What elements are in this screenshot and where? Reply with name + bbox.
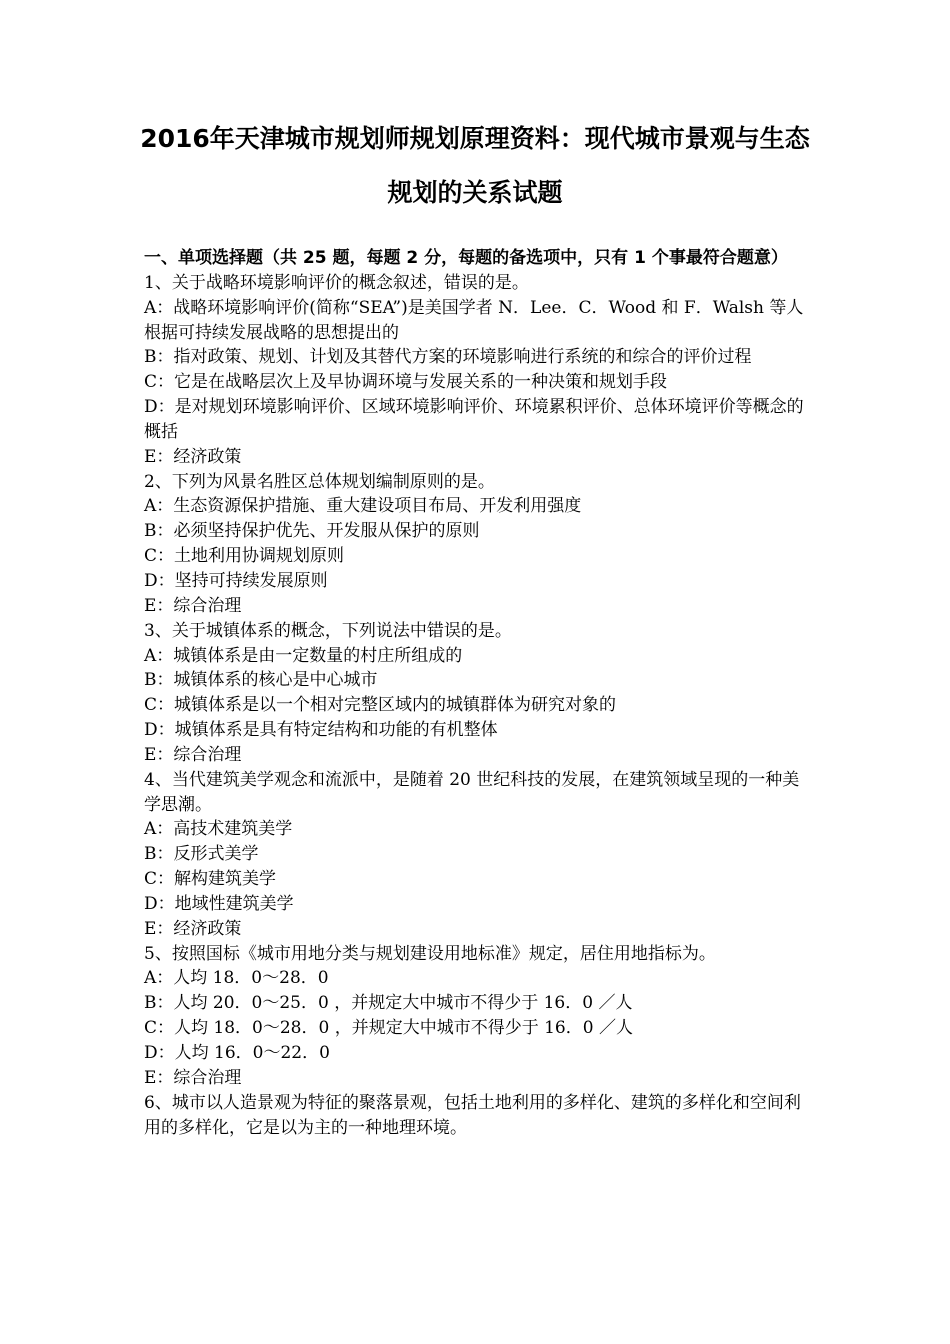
option-a: A：战略环境影响评价(简称“SEA”)是美国学者 N．Lee．C．Wood 和 F．Walsh 等人根据可持续发展战略的思想提出的: [144, 297, 804, 343]
option-c: C：土地利用协调规划原则: [144, 546, 345, 567]
question-6: [144, 1091, 810, 1141]
option-d: D：坚持可持续发展原则: [144, 570, 328, 591]
option-d: D：地域性建筑美学: [144, 893, 294, 914]
option-b: B：反形式美学: [144, 844, 259, 865]
document-body: [144, 246, 810, 1140]
option-c: C：人均 18．0～28．0 ，并规定大中城市不得少于 16．0 ／人: [144, 1018, 633, 1039]
option-e: E：综合治理: [144, 744, 242, 765]
option-b: B：人均 20．0～25．0 ，并规定大中城市不得少于 16．0 ／人: [144, 993, 633, 1014]
option-a: A：人均 18．0～28．0: [144, 968, 329, 989]
question-3: [144, 619, 810, 768]
section-heading: 一、单项选择题（共 25 题，每题 2 分，每题的备选项中，只有 1 个事最符合题意）: [144, 248, 788, 268]
option-d: D：人均 16．0～22．0: [144, 1043, 330, 1063]
question-stem: 3、关于城镇体系的概念，下列说法中错误的是。: [144, 620, 512, 641]
option-b: B：城镇体系的核心是中心城市: [144, 670, 378, 691]
question-5: [144, 942, 810, 1091]
option-c: C：它是在战略层次上及早协调环境与发展关系的一种决策和规划手段: [144, 372, 668, 393]
option-a: A：高技术建筑美学: [144, 819, 293, 840]
option-d: D：是对规划环境影响评价、区域环境影响评价、环境累积评价、总体环境评价等概念的概括: [144, 397, 804, 442]
document-title: 2016年天津城市规划师规划原理资料：现代城市景观与生态规划的关系试题: [140, 124, 810, 207]
option-a: A：城镇体系是由一定数量的村庄所组成的: [144, 645, 463, 666]
option-c: C：城镇体系是以一个相对完整区域内的城镇群体为研究对象的: [144, 695, 617, 716]
option-d: D：城镇体系是具有特定结构和功能的有机整体: [144, 720, 498, 741]
question-1: [144, 271, 810, 470]
question-stem: 1、关于战略环境影响评价的概念叙述，错误的是。: [144, 272, 529, 293]
option-a: A：生态资源保护措施、重大建设项目布局、开发利用强度: [144, 496, 582, 517]
question-stem: 2、下列为风景名胜区总体规划编制原则的是。: [144, 471, 495, 492]
question-stem: 5、按照国标《城市用地分类与规划建设用地标准》规定，居住用地指标为。: [144, 943, 716, 964]
question-stem: 6、城市以人造景观为特征的聚落景观，包括土地利用的多样化、建筑的多样化和空间利用的多样化，它是以为主的一种地理环境。: [144, 1092, 801, 1138]
option-b: B：必须坚持保护优先、开发服从保护的原则: [144, 521, 480, 542]
option-c: C：解构建筑美学: [144, 869, 277, 890]
option-e: E：综合治理: [144, 1067, 242, 1088]
option-e: E：经济政策: [144, 918, 242, 939]
question-stem: 4、当代建筑美学观念和流派中，是随着 20 世纪科技的发展，在建筑领域呈现的一种美学思潮。: [144, 769, 800, 815]
question-4: [144, 768, 810, 942]
question-2: [144, 470, 810, 619]
option-e: E：综合治理: [144, 595, 242, 616]
option-e: E：经济政策: [144, 446, 242, 467]
option-b: B：指对政策、规划、计划及其替代方案的环境影响进行系统的和综合的评价过程: [144, 347, 752, 368]
